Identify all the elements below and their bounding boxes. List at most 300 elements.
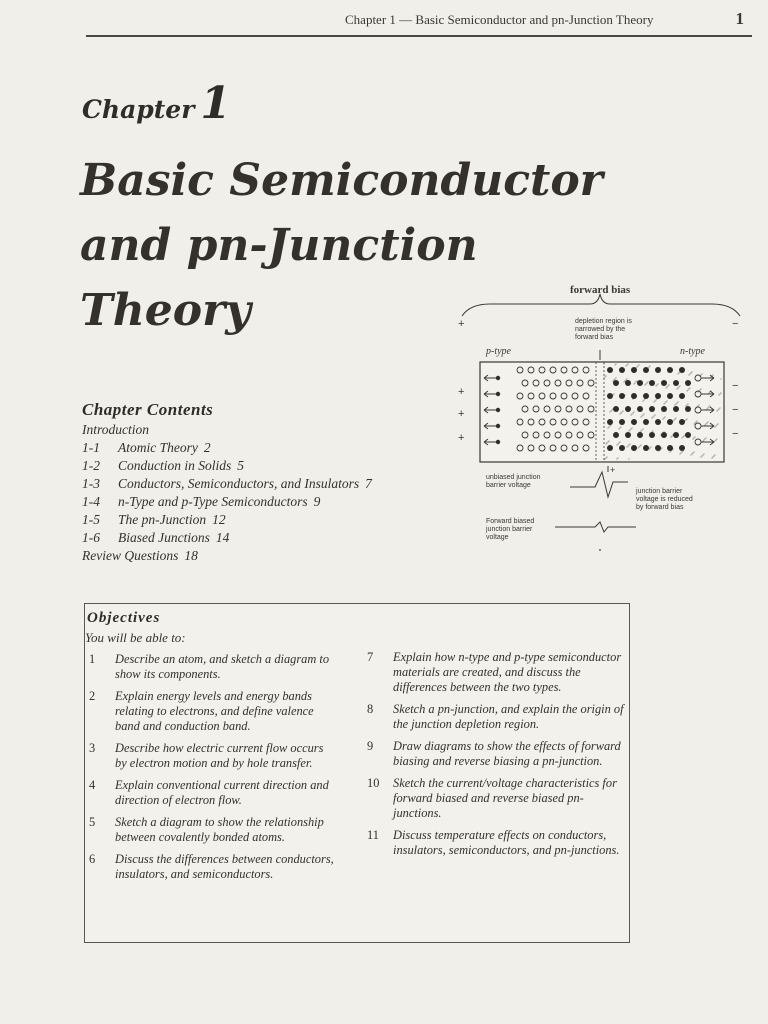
contents-page-number: 7 bbox=[365, 476, 372, 491]
electron bbox=[631, 445, 637, 451]
n-region-stipple bbox=[649, 447, 650, 448]
electron bbox=[679, 419, 685, 425]
n-region-stipple bbox=[686, 418, 687, 419]
electron bbox=[667, 419, 673, 425]
electron bbox=[655, 367, 661, 373]
n-region-stipple bbox=[707, 421, 708, 422]
objective-text: Explain how n-type and p-type semiconductor materials are created, and discuss the differences between the two types. bbox=[393, 650, 622, 694]
n-region-stipple bbox=[714, 426, 715, 427]
n-region-stipple bbox=[642, 400, 643, 401]
objective-number: 6 bbox=[89, 852, 96, 866]
n-region-stipple bbox=[704, 424, 705, 425]
n-region-stipple bbox=[651, 417, 652, 418]
n-region-stipple bbox=[701, 373, 702, 374]
n-region-stipple bbox=[685, 405, 686, 406]
n-region-stipple bbox=[677, 373, 678, 374]
n-region-stipple bbox=[719, 393, 720, 394]
n-region-stipple bbox=[625, 365, 626, 366]
n-region-stipple bbox=[621, 411, 622, 412]
arrow-dot bbox=[496, 424, 500, 428]
unbiased-barrier-label: unbiased junction barrier voltage bbox=[486, 474, 541, 489]
electron bbox=[631, 393, 637, 399]
n-region-stipple bbox=[678, 372, 679, 373]
n-region-stipple bbox=[701, 455, 702, 456]
n-region-stipple bbox=[683, 435, 684, 436]
n-region-stipple bbox=[671, 435, 672, 436]
n-region-stipple bbox=[632, 412, 633, 413]
n-region-stipple bbox=[628, 430, 629, 431]
n-region-stipple bbox=[642, 414, 643, 415]
contents-section-number: 1-6 bbox=[82, 530, 100, 545]
p-plus-sign: + bbox=[458, 432, 465, 444]
n-region-stipple bbox=[637, 365, 638, 366]
n-region-stipple bbox=[617, 443, 618, 444]
n-region-stipple bbox=[652, 416, 653, 417]
n-region-stipple bbox=[635, 381, 636, 382]
n-region-stipple bbox=[665, 401, 666, 402]
electron bbox=[643, 393, 649, 399]
n-region-stipple bbox=[689, 373, 690, 374]
objective-item bbox=[89, 741, 337, 771]
n-region-stipple bbox=[626, 378, 627, 379]
n-region-stipple bbox=[666, 400, 667, 401]
n-region-stipple bbox=[638, 364, 639, 365]
objective-item bbox=[89, 852, 337, 882]
n-region-stipple bbox=[706, 408, 707, 409]
electron bbox=[679, 367, 685, 373]
n-region-stipple bbox=[693, 423, 694, 424]
p-plus-sign: + bbox=[458, 408, 465, 420]
n-region-stipple bbox=[708, 406, 709, 407]
n-region-stipple bbox=[686, 390, 687, 391]
n-region-stipple bbox=[652, 430, 653, 431]
header-rule bbox=[86, 35, 752, 37]
chapter-label bbox=[82, 78, 231, 129]
n-region-stipple bbox=[642, 428, 643, 429]
n-region-stipple bbox=[622, 410, 623, 411]
electron bbox=[673, 432, 679, 438]
objective-number: 2 bbox=[89, 689, 96, 703]
n-region-stipple bbox=[624, 380, 625, 381]
electron bbox=[685, 432, 691, 438]
n-region-stipple bbox=[640, 430, 641, 431]
n-region-stipple bbox=[714, 454, 715, 455]
objective-item bbox=[367, 828, 625, 858]
running-header-title: Chapter 1 — Basic Semiconductor and pn-Junction Theory bbox=[345, 12, 654, 27]
speck bbox=[599, 549, 601, 551]
n-region-stipple bbox=[697, 405, 698, 406]
n-region-stipple bbox=[679, 385, 680, 386]
electron bbox=[685, 380, 691, 386]
electron bbox=[685, 406, 691, 412]
n-region-stipple bbox=[619, 413, 620, 414]
contents-page-number: 12 bbox=[212, 512, 226, 527]
n-region-stipple bbox=[616, 458, 617, 459]
n-region-stipple bbox=[608, 426, 609, 427]
electron bbox=[655, 393, 661, 399]
n-region-stipple bbox=[705, 437, 706, 438]
contents-section-title: Conductors, Semiconductors, and Insulators bbox=[118, 476, 360, 491]
n-region-stipple bbox=[654, 414, 655, 415]
contents-item bbox=[82, 421, 462, 439]
contents-item bbox=[82, 547, 462, 565]
objective-item bbox=[89, 815, 337, 845]
electron bbox=[607, 367, 613, 373]
n-region-stipple bbox=[682, 436, 683, 437]
objective-number: 4 bbox=[89, 778, 96, 792]
electron bbox=[619, 445, 625, 451]
n-region-stipple bbox=[626, 446, 627, 447]
n-region-stipple bbox=[718, 394, 719, 395]
n-region-stipple bbox=[703, 453, 704, 454]
objectives-intro: You will be able to: bbox=[85, 630, 186, 645]
objective-number: 1 bbox=[89, 652, 96, 666]
objective-text: Draw diagrams to show the effects of forward biasing and reverse biasing a pn-junction. bbox=[393, 739, 621, 768]
n-region-stipple bbox=[681, 451, 682, 452]
n-region-stipple bbox=[719, 407, 720, 408]
n-region-stipple bbox=[689, 387, 690, 388]
contents-section-number: 1-3 bbox=[82, 476, 100, 491]
n-region-stipple bbox=[688, 388, 689, 389]
n-region-stipple bbox=[620, 412, 621, 413]
n-region-stipple bbox=[705, 423, 706, 424]
contents-heading: Chapter Contents bbox=[82, 400, 214, 419]
n-region-stipple bbox=[647, 381, 648, 382]
n-region-stipple bbox=[714, 440, 715, 441]
n-region-stipple bbox=[630, 414, 631, 415]
electron bbox=[619, 367, 625, 373]
n-region-stipple bbox=[633, 383, 634, 384]
n-region-stipple bbox=[656, 384, 657, 385]
objective-text: Describe how electric current flow occurs by electron motion and by hole transfer. bbox=[115, 741, 324, 770]
electron bbox=[661, 432, 667, 438]
objective-number: 11 bbox=[367, 828, 379, 842]
n-region-stipple bbox=[648, 366, 649, 367]
electron bbox=[649, 406, 655, 412]
contents-section-title: Atomic Theory bbox=[118, 440, 198, 455]
n-region-stipple bbox=[627, 445, 628, 446]
electron bbox=[619, 393, 625, 399]
n-region-stipple bbox=[704, 438, 705, 439]
chapter-contents bbox=[82, 400, 465, 565]
junction-block bbox=[480, 362, 724, 462]
n-region-stipple bbox=[675, 403, 676, 404]
n-region-stipple bbox=[674, 404, 675, 405]
n-region-stipple bbox=[629, 443, 630, 444]
electron bbox=[637, 380, 643, 386]
n-region-stipple bbox=[709, 405, 710, 406]
n-region-stipple bbox=[670, 436, 671, 437]
n-region-stipple bbox=[649, 365, 650, 366]
p-plus-sign: + bbox=[458, 386, 465, 398]
n-region-stipple bbox=[617, 457, 618, 458]
n-region-stipple bbox=[646, 382, 647, 383]
n-region-stipple bbox=[631, 427, 632, 428]
reduced-barrier-label: junction barrier voltage is reduced by forward bias bbox=[636, 488, 693, 511]
n-region-stipple bbox=[620, 426, 621, 427]
contents-item bbox=[82, 439, 462, 457]
n-region-stipple bbox=[711, 457, 712, 458]
electron bbox=[613, 380, 619, 386]
objective-number: 8 bbox=[367, 702, 374, 716]
n-region-stipple bbox=[679, 453, 680, 454]
n-region-stipple bbox=[702, 454, 703, 455]
n-region-stipple bbox=[615, 377, 616, 378]
contents-section-title: Review Questions bbox=[82, 548, 179, 563]
n-region-stipple bbox=[615, 363, 616, 364]
n-region-stipple bbox=[700, 456, 701, 457]
electron bbox=[643, 445, 649, 451]
contents-section-title: Introduction bbox=[82, 422, 149, 437]
electron bbox=[667, 445, 673, 451]
n-region-stipple bbox=[718, 408, 719, 409]
n-region-stipple bbox=[633, 411, 634, 412]
n-region-stipple bbox=[673, 419, 674, 420]
objective-text: Sketch the current/voltage characteristics for forward biased and reverse biased pn-junctions. bbox=[393, 776, 617, 820]
n-region-stipple bbox=[613, 379, 614, 380]
n-region-stipple bbox=[613, 393, 614, 394]
n-region-stipple bbox=[667, 385, 668, 386]
electron bbox=[625, 406, 631, 412]
electron bbox=[613, 432, 619, 438]
diagram-title: forward bias bbox=[570, 284, 631, 296]
contents-section-title: n-Type and p-Type Semiconductors bbox=[118, 494, 308, 509]
n-region-stipple bbox=[637, 447, 638, 448]
n-region-stipple bbox=[663, 403, 664, 404]
contents-list bbox=[82, 421, 465, 565]
n-region-stipple bbox=[717, 423, 718, 424]
n-region-stipple bbox=[629, 429, 630, 430]
n-region-stipple bbox=[703, 439, 704, 440]
n-region-stipple bbox=[702, 440, 703, 441]
n-region-stipple bbox=[669, 451, 670, 452]
n-region-stipple bbox=[687, 389, 688, 390]
n-region-stipple bbox=[675, 417, 676, 418]
bias-plus-sign: + bbox=[458, 318, 465, 330]
n-region-stipple bbox=[707, 407, 708, 408]
chapter-word: Chapter bbox=[82, 95, 195, 124]
n-region-stipple bbox=[611, 409, 612, 410]
objective-number: 9 bbox=[367, 739, 374, 753]
objective-text: Explain conventional current direction and direction of electron flow. bbox=[115, 778, 329, 807]
forward-barrier-label: Forward biased junction barrier voltage bbox=[486, 518, 535, 541]
unbiased-barrier-symbol bbox=[570, 472, 628, 497]
n-region-stipple bbox=[712, 456, 713, 457]
electron bbox=[667, 393, 673, 399]
n-region-stipple bbox=[716, 438, 717, 439]
electron bbox=[655, 445, 661, 451]
contents-item bbox=[82, 457, 462, 475]
n-region-stipple bbox=[640, 416, 641, 417]
electron bbox=[625, 380, 631, 386]
n-region-stipple bbox=[609, 411, 610, 412]
n-minus-sign: − bbox=[732, 380, 739, 392]
n-region-stipple bbox=[663, 417, 664, 418]
n-region-stipple bbox=[607, 441, 608, 442]
depletion-note: depletion region is narrowed by the forward bias bbox=[575, 318, 632, 341]
contents-item bbox=[82, 511, 462, 529]
page-number: 1 bbox=[735, 9, 744, 28]
n-region-stipple bbox=[654, 400, 655, 401]
n-region-stipple bbox=[631, 413, 632, 414]
barrier-plus-sign: + bbox=[610, 465, 616, 475]
chapter-number: 1 bbox=[200, 78, 232, 129]
objective-number: 5 bbox=[89, 815, 96, 829]
objective-number: 10 bbox=[367, 776, 380, 790]
contents-section-title: The pn-Junction bbox=[118, 512, 207, 527]
n-region-stipple bbox=[690, 454, 691, 455]
n-minus-sign: − bbox=[732, 404, 739, 416]
contents-section-number: 1-5 bbox=[82, 512, 100, 527]
electron bbox=[679, 393, 685, 399]
n-region-stipple bbox=[678, 386, 679, 387]
n-region-stipple bbox=[693, 437, 694, 438]
electron bbox=[631, 367, 637, 373]
objective-item bbox=[89, 689, 337, 734]
n-region-stipple bbox=[604, 458, 605, 459]
n-region-stipple bbox=[716, 424, 717, 425]
contents-page-number: 5 bbox=[237, 458, 245, 473]
electron bbox=[607, 419, 613, 425]
n-region-stipple bbox=[715, 439, 716, 440]
n-region-stipple bbox=[623, 381, 624, 382]
n-region-stipple bbox=[619, 441, 620, 442]
electron bbox=[649, 432, 655, 438]
n-region-stipple bbox=[700, 374, 701, 375]
n-region-stipple bbox=[639, 445, 640, 446]
n-region-stipple bbox=[668, 384, 669, 385]
electron bbox=[655, 419, 661, 425]
arrow-dot bbox=[496, 376, 500, 380]
contents-item bbox=[82, 475, 462, 493]
n-minus-sign: − bbox=[732, 428, 739, 440]
n-region-stipple bbox=[641, 429, 642, 430]
n-region-stipple bbox=[662, 418, 663, 419]
n-region-stipple bbox=[607, 427, 608, 428]
bias-minus-sign: − bbox=[732, 318, 739, 330]
n-region-stipple bbox=[640, 444, 641, 445]
n-region-stipple bbox=[664, 402, 665, 403]
arrow-dot bbox=[496, 440, 500, 444]
n-region-stipple bbox=[627, 363, 628, 364]
n-region-stipple bbox=[638, 446, 639, 447]
n-region-stipple bbox=[618, 442, 619, 443]
contents-page-number: 14 bbox=[215, 530, 230, 545]
n-region-stipple bbox=[657, 383, 658, 384]
electron bbox=[661, 380, 667, 386]
objective-item bbox=[367, 702, 625, 732]
n-region-stipple bbox=[720, 392, 721, 393]
n-region-stipple bbox=[665, 387, 666, 388]
electron bbox=[673, 380, 679, 386]
objectives-left-column bbox=[89, 652, 337, 889]
n-region-stipple bbox=[677, 401, 678, 402]
n-region-stipple bbox=[643, 399, 644, 400]
n-region-stipple bbox=[618, 428, 619, 429]
contents-page-number: 2 bbox=[203, 440, 211, 455]
objective-text: Sketch a pn-junction, and explain the origin of the junction depletion region. bbox=[393, 702, 624, 731]
n-region-stipple bbox=[636, 366, 637, 367]
n-region-stipple bbox=[661, 447, 662, 448]
n-region-stipple bbox=[609, 425, 610, 426]
objective-text: Explain energy levels and energy bands relating to electrons, and define valence band and conduction band. bbox=[115, 689, 314, 733]
electron bbox=[631, 419, 637, 425]
objective-item bbox=[89, 652, 337, 682]
n-region-stipple bbox=[708, 392, 709, 393]
n-region-stipple bbox=[628, 458, 629, 459]
n-region-stipple bbox=[605, 375, 606, 376]
n-region-stipple bbox=[634, 382, 635, 383]
n-region-stipple bbox=[716, 410, 717, 411]
objective-text: Describe an atom, and sketch a diagram to show its components. bbox=[115, 652, 330, 681]
n-region-stipple bbox=[604, 376, 605, 377]
objectives-right-column bbox=[367, 650, 625, 865]
n-region-stipple bbox=[630, 428, 631, 429]
n-region-stipple bbox=[619, 427, 620, 428]
arrow-dot bbox=[496, 408, 500, 412]
n-region-stipple bbox=[616, 444, 617, 445]
electron bbox=[673, 406, 679, 412]
n-region-stipple bbox=[610, 410, 611, 411]
n-region-stipple bbox=[636, 380, 637, 381]
n-region-stipple bbox=[625, 379, 626, 380]
electron bbox=[613, 406, 619, 412]
objective-number: 7 bbox=[367, 650, 374, 664]
n-region-stipple bbox=[666, 386, 667, 387]
n-region-stipple bbox=[695, 421, 696, 422]
n-region-stipple bbox=[677, 387, 678, 388]
forward-barrier-symbol bbox=[555, 522, 636, 532]
n-region-stipple bbox=[698, 404, 699, 405]
n-region-stipple bbox=[691, 453, 692, 454]
objective-text: Sketch a diagram to show the relationship between covalently bonded atoms. bbox=[115, 815, 324, 844]
electron bbox=[607, 393, 613, 399]
objective-text: Discuss the differences between conductors, insulators, and semiconductors. bbox=[115, 852, 334, 881]
p-type-label: p-type bbox=[486, 346, 511, 357]
electron bbox=[643, 367, 649, 373]
n-region-stipple bbox=[628, 444, 629, 445]
n-region-stipple bbox=[696, 420, 697, 421]
contents-page-number: 18 bbox=[184, 548, 198, 563]
contents-section-title: Biased Junctions bbox=[118, 530, 210, 545]
n-region-stipple bbox=[674, 418, 675, 419]
n-region-stipple bbox=[715, 425, 716, 426]
objective-text: Discuss temperature effects on conductors, insulators, semiconductors, and pn-junctions. bbox=[393, 828, 620, 857]
n-region-stipple bbox=[680, 452, 681, 453]
electron bbox=[643, 419, 649, 425]
n-region-stipple bbox=[693, 451, 694, 452]
electron bbox=[667, 367, 673, 373]
n-region-stipple bbox=[688, 374, 689, 375]
n-region-stipple bbox=[643, 413, 644, 414]
n-region-stipple bbox=[626, 364, 627, 365]
n-region-stipple bbox=[676, 402, 677, 403]
n-region-stipple bbox=[686, 404, 687, 405]
n-region-stipple bbox=[676, 388, 677, 389]
n-region-stipple bbox=[690, 372, 691, 373]
n-region-stipple bbox=[699, 389, 700, 390]
n-region-stipple bbox=[685, 419, 686, 420]
n-region-stipple bbox=[645, 383, 646, 384]
n-region-stipple bbox=[608, 440, 609, 441]
n-region-stipple bbox=[717, 409, 718, 410]
electron bbox=[679, 445, 685, 451]
objective-item bbox=[367, 739, 625, 769]
n-region-stipple bbox=[694, 436, 695, 437]
n-region-stipple bbox=[681, 437, 682, 438]
objectives-box bbox=[84, 603, 630, 943]
arrow-dot bbox=[496, 392, 500, 396]
